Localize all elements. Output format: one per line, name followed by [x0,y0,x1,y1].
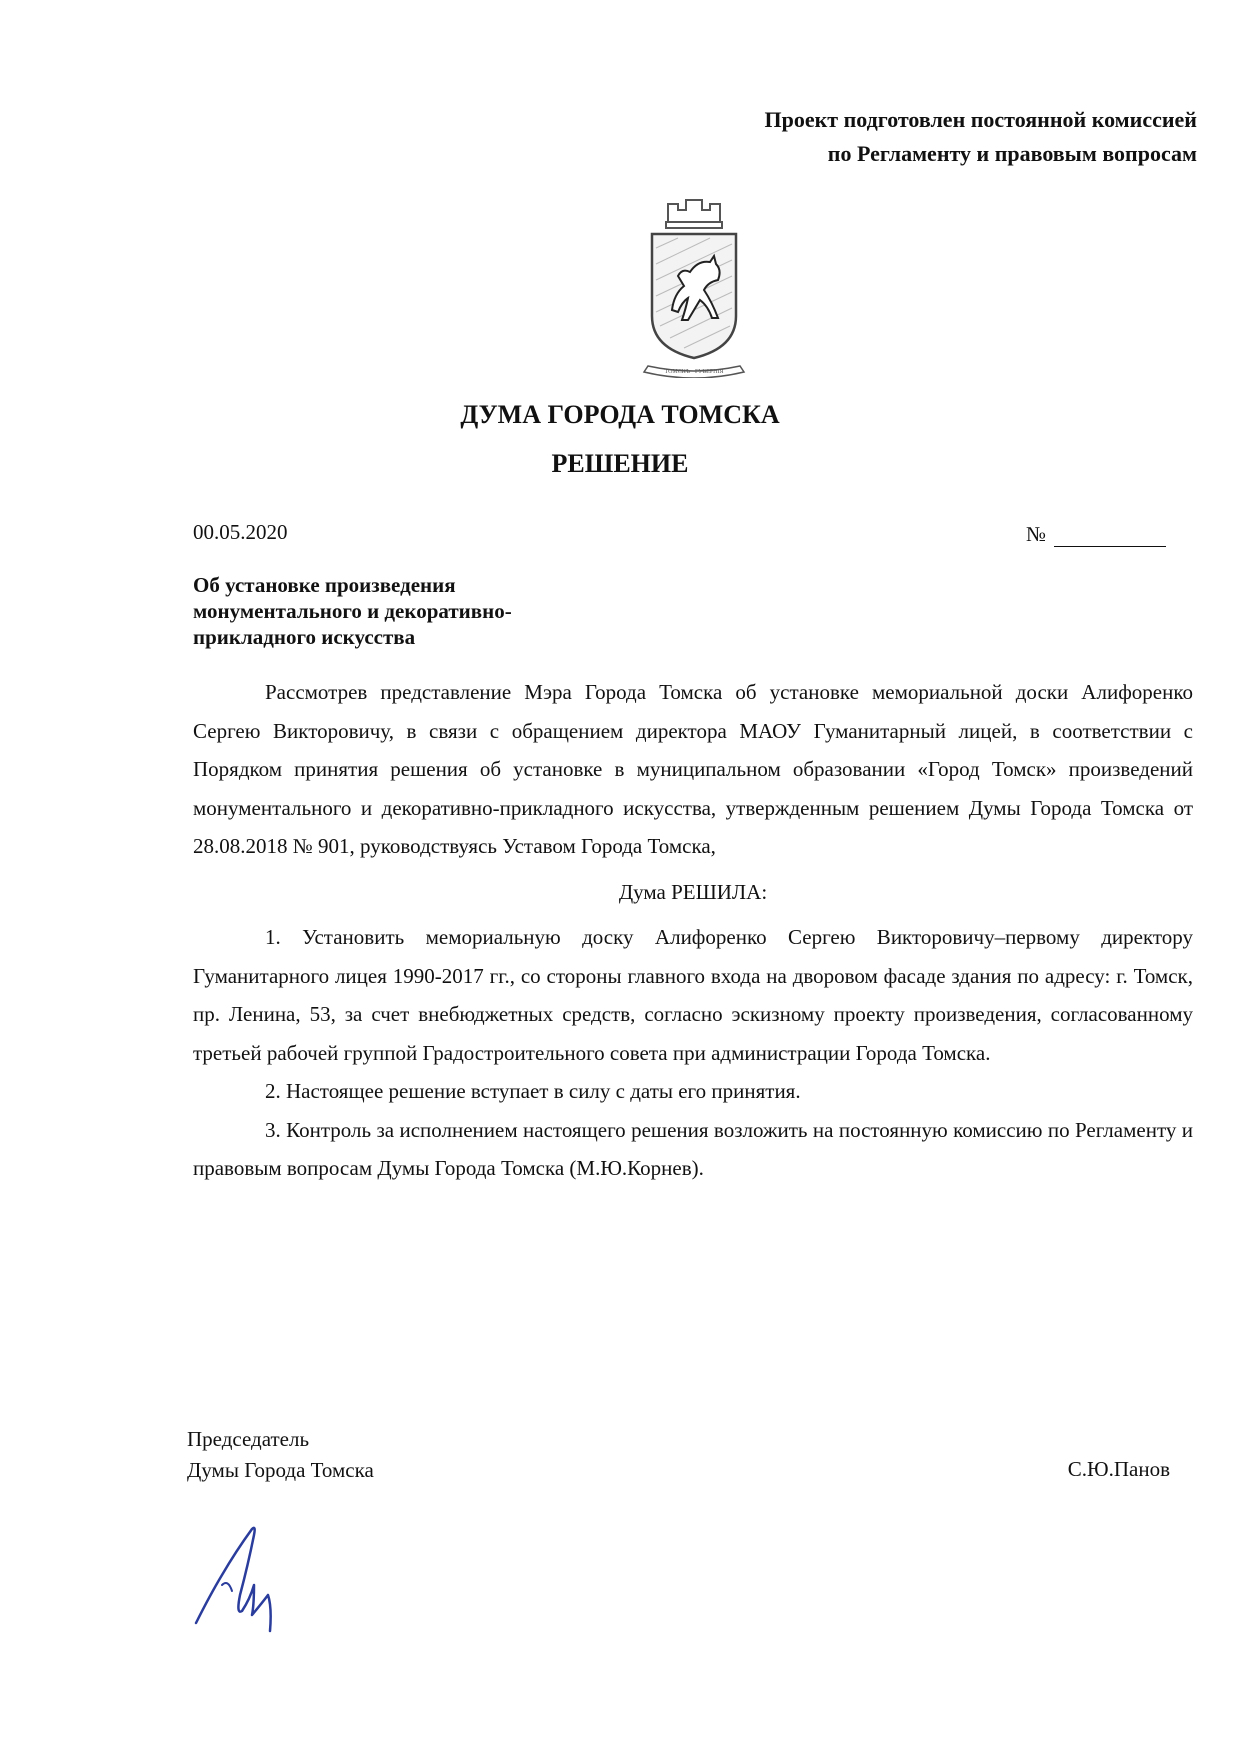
signer-name: С.Ю.Панов [1067,1457,1170,1481]
handwritten-signature-icon [192,1515,302,1635]
preamble-paragraph: Рассмотрев представление Мэра Города Томска об установке мемориальной доски Алифоренко Сергею Викторовичу, в связи с обращением директора МАОУ Гуманитарный лицей, в соответствии с Порядком принятия решения об установке в муниципальном образовании «Город Томск» произведений монументального и декоративно-прикладного искусства, утвержденным решением Думы Города Томска от 28.08.2018 № 901, руководствуясь Уставом Города Томска, [193,680,1193,858]
chair-title [187,1424,374,1486]
coat-of-arms-icon [638,198,750,378]
emblem-ribbon-text: ТОМСКЪ · ГУБЕРНIЯ [664,369,724,375]
item-2-paragraph: 2. Настоящее решение вступает в силу с даты его принятия. [265,1079,801,1103]
subject-line-3: прикладного искусства [193,625,416,649]
number-label: № [1026,522,1047,546]
chair-line-1: Председатель [187,1427,310,1451]
organization-title: ДУМА ГОРОДА ТОМСКА [460,400,780,429]
item-3-paragraph: 3. Контроль за исполнением настоящего решения возложить на постоянную комиссию по Регламенту и правовым вопросам Думы Города Томска (М.Ю.Корнев). [193,1117,1193,1180]
document-subject [193,572,613,650]
number-blank-line [1054,526,1166,547]
prepared-line-1: Проект подготовлен постоянной комиссией [764,107,1197,132]
prepared-line-2: по Регламенту и правовым вопросам [827,141,1197,166]
resolved-heading: Дума РЕШИЛА: [618,879,768,904]
chair-line-2: Думы Города Томска [187,1458,374,1482]
document-date: 00.05.2020 [193,520,288,544]
subject-line-1: Об установке произведения [193,573,456,597]
document-body [193,673,1193,1188]
document-type: РЕШЕНИЕ [551,449,689,478]
subject-line-2: монументального и декоративно- [193,599,512,623]
document-number [1026,522,1166,547]
item-1-paragraph: 1. Установить мемориальную доску Алифоренко Сергею Викторовичу–первому директору Гуманитарного лицея 1990-2017 гг., со стороны главного входа на дворовом фасаде здания по адресу: г. Томск, пр. Ленина, 53, за счет внебюджетных средств, согласно эскизному проекту произведения, согласованному третьей рабочей группой Градостроительного совета при администрации Города Томска. [193,925,1193,1065]
document-title [0,398,1240,481]
prepared-by-note [597,103,1197,171]
